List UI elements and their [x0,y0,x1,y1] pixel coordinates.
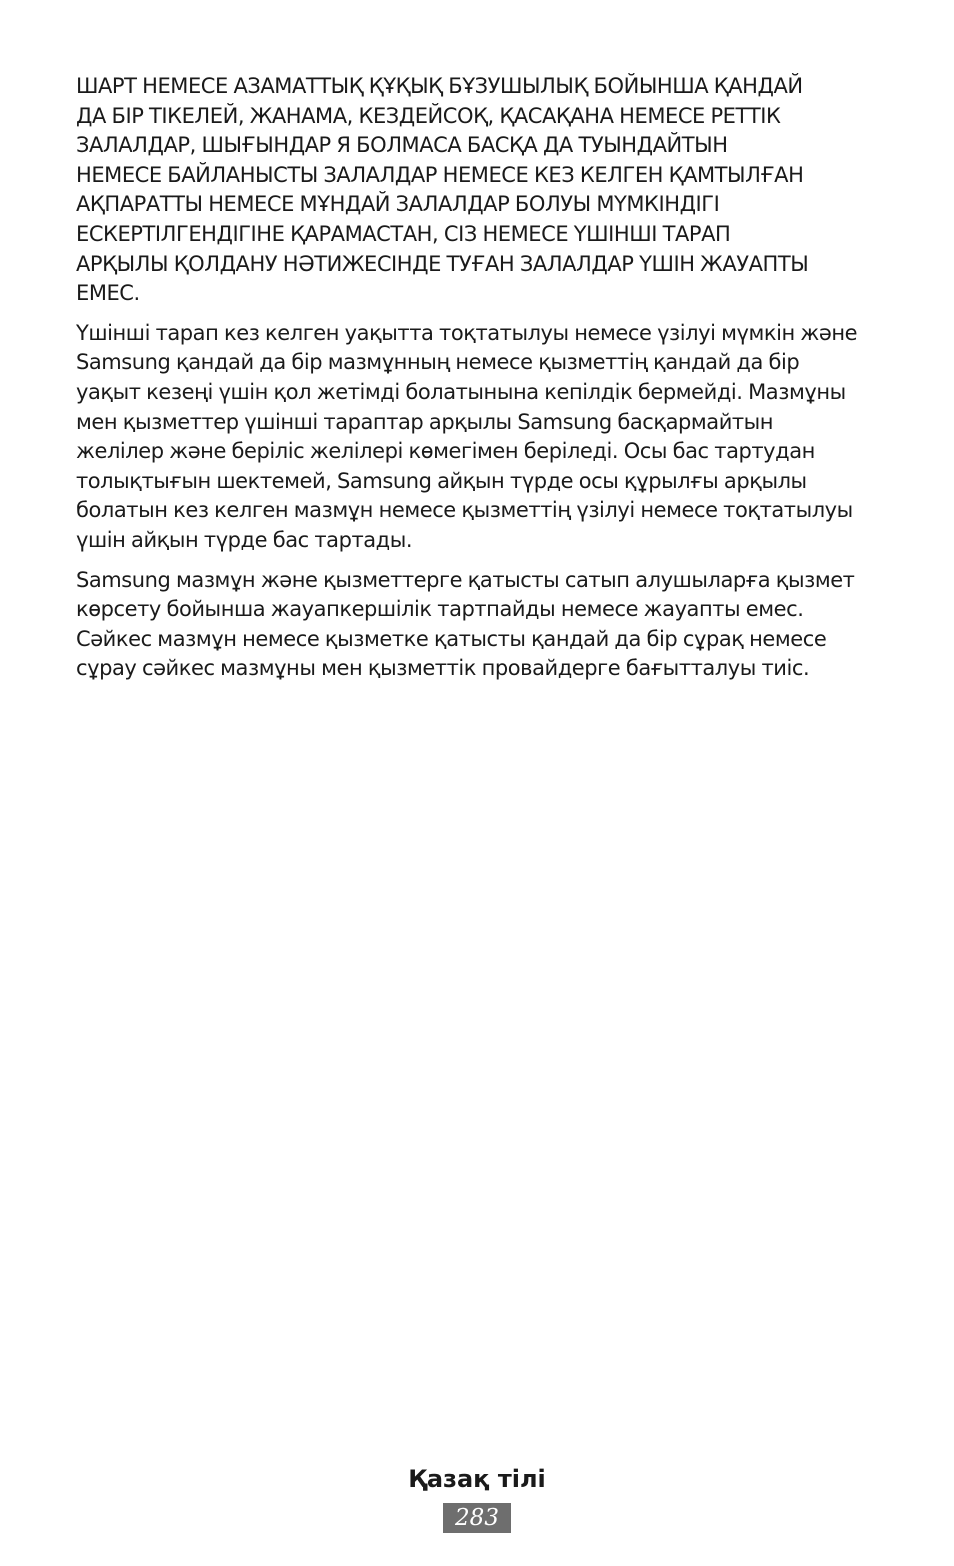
page-footer [0,1462,954,1533]
page-number: 283 [443,1503,511,1533]
paragraph-third-party-services: Үшінші тарап кез келген уақытта тоқтатылуы немесе үзілуі мүмкін және Samsung қандай да бір мазмұнның немесе қызметтің қандай да бір уақыт кезеңі үшін қол жетімді болатынына кепілдік бермейді. Мазмұны мен қызметтер үшінші тараптар арқылы Samsung басқармайтын желілер және беріліс желілері көмегімен беріледі. Осы бас тартудан толықтығын шектемей, Samsung айқын түрде осы құрылғы арқылы болатын кез келген мазмұн немесе қызметтің үзілуі немесе тоқтатылуы үшін айқын түрде бас тартады. [76,320,858,552]
paragraph-disclaimer-caps: ШАРТ НЕМЕСЕ АЗАМАТТЫҚ ҚҰҚЫҚ БҰЗУШЫЛЫҚ БОЙЫНША ҚАНДАЙ ДА БІР ТІКЕЛЕЙ, ЖАНАМА, КЕЗДЕЙСОҚ, ҚАСАҚАНА НЕМЕСЕ РЕТТІК ЗАЛАЛДАР, ШЫҒЫНДАР Я БОЛМАСА БАСҚА ДА ТУЫНДАЙТЫН НЕМЕСЕ БАЙЛАНЫСТЫ ЗАЛАЛДАР НЕМЕСЕ КЕЗ КЕЛГЕН ҚАМТЫЛҒАН АҚПАРАТТЫ НЕМЕСЕ МҰНДАЙ ЗАЛАЛДАР БОЛУЫ МҮМКІНДІГІ ЕСКЕРТІЛГЕНДІГІНЕ ҚАРАМАСТАН, СІЗ НЕМЕСЕ ҮШІНШІ ТАРАП АРҚЫЛЫ ҚОЛДАНУ НӘТИЖЕСІНДЕ ТУҒАН ЗАЛАЛДАР ҮШІН ЖАУАПТЫ ЕМЕС. [76,74,809,306]
page-number-container [0,1503,954,1533]
language-label: Қазақ тілі [408,1465,546,1493]
document-body [76,72,884,694]
paragraph-customer-service: Samsung мазмұн және қызметтерге қатысты сатып алушыларға қызмет көрсету бойынша жауапкершілік тартпайды немесе жауапты емес. Сәйкес мазмұн немесе қызметке қатысты қандай да бір сұрақ немесе сұрау сәйкес мазмұны мен қызметтік провайдерге бағытталуы тиіс. [76,567,855,681]
